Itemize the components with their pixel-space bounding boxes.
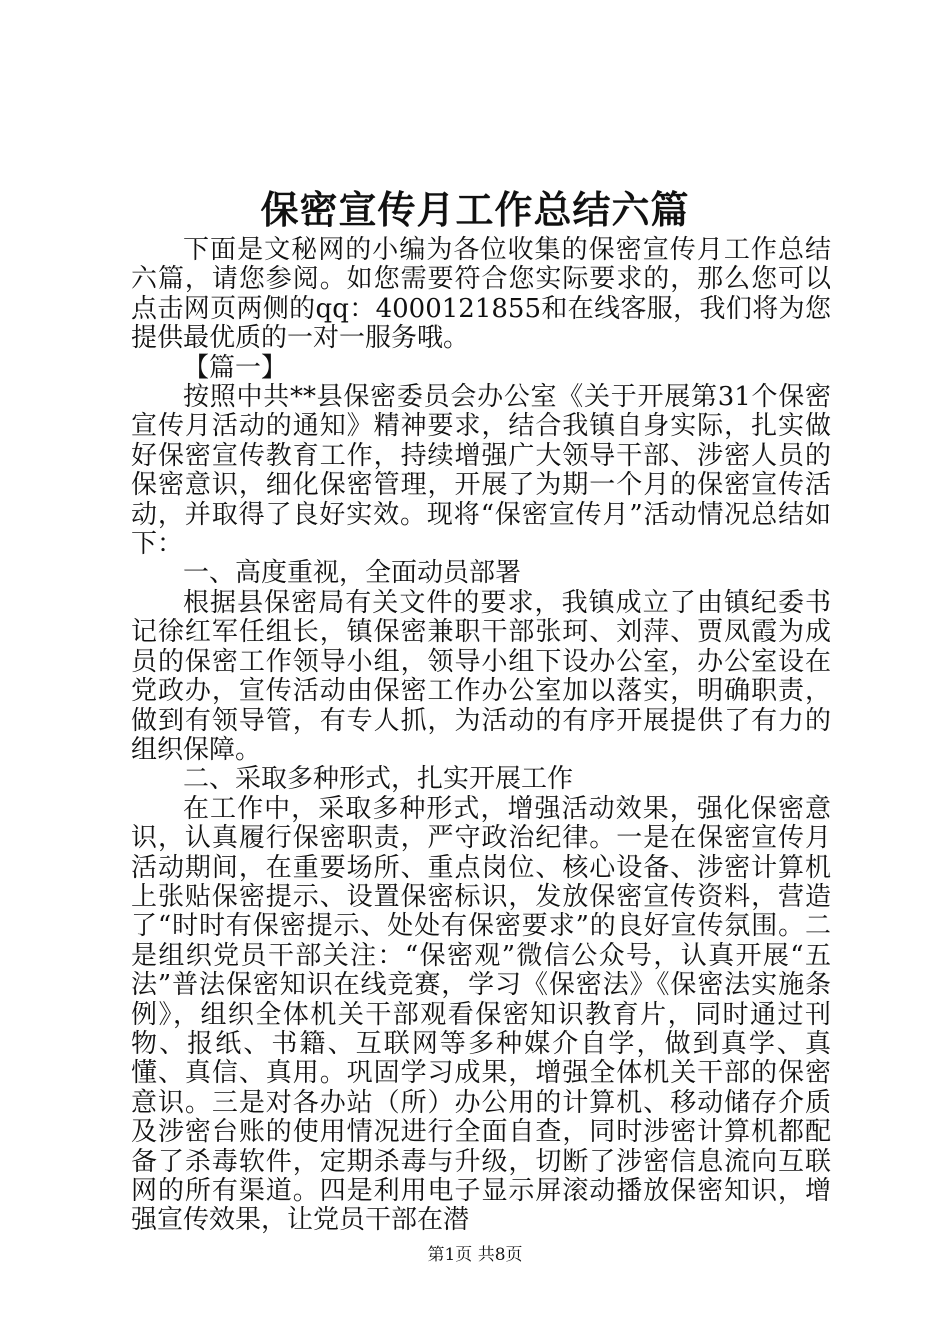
body-paragraph: 按照中共**县保密委员会办公室《关于开展第31个保密宣传月活动的通知》精神要求，结合我镇自身实际，扎实做好保密宣传教育工作，持续增强广大领导干部、涉密人员的保密意识，细化保密管理，开展了为期一个月的保密宣传活动，并取得了良好实效。现将“保密宣传月”活动情况总结如下： — [131, 382, 831, 560]
section-heading: 一、高度重视，全面动员部署 — [183, 558, 522, 589]
document-title: 保密宣传月工作总结六篇 — [260, 187, 690, 232]
page-footer: 第1页 共8页 — [427, 1245, 523, 1265]
body-paragraph: 根据县保密局有关文件的要求，我镇成立了由镇纪委书记徐红军任组长，镇保密兼职干部张珂、刘萍、贾凤霞为成员的保密工作领导小组，领导小组下设办公室，办公室设在党政办，宣传活动由保密工作办公室加以落实，明确职责，做到有领导管，有专人抓，为活动的有序开展提供了有力的组织保障。 — [131, 587, 831, 765]
section-marker: 【篇一】 — [183, 352, 288, 383]
document-body — [131, 236, 831, 1236]
intro-paragraph: 下面是文秘网的小编为各位收集的保密宣传月工作总结六篇，请您参阅。如您需要符合您实际要求的，那么您可以点击网页两侧的qq：4000121855和在线客服，我们将为您提供最优质的一对一服务哦。 — [131, 235, 831, 354]
body-paragraph: 在工作中，采取多种形式，增强活动效果，强化保密意识，认真履行保密职责，严守政治纪律。一是在保密宣传月活动期间，在重要场所、重点岗位、核心设备、涉密计算机上张贴保密提示、设置保密标识，发放保密宣传资料，营造了“时时有保密提示、处处有保密要求”的良好宣传氛围。二是组织党员干部关注：“保密观”微信公众号，认真开展“五法”普法保密知识在线竞赛，学习《保密法》《保密法实施条例》，组织全体机关干部观看保密知识教育片，同时通过刊物、报纸、书籍、互联网等多种媒介自学，做到真学、真懂、真信、真用。巩固学习成果，增强全体机关干部的保密意识。三是对各办站（所）办公用的计算机、移动储存介质及涉密台账的使用情况进行全面自查，同时涉密计算机都配备了杀毒软件，定期杀毒与升级，切断了涉密信息流向互联网的所有渠道。四是利用电子显示屏滚动播放保密知识，增强宣传效果，让党员干部在潜 — [131, 793, 831, 1236]
section-heading: 二、采取多种形式，扎实开展工作 — [183, 764, 574, 795]
